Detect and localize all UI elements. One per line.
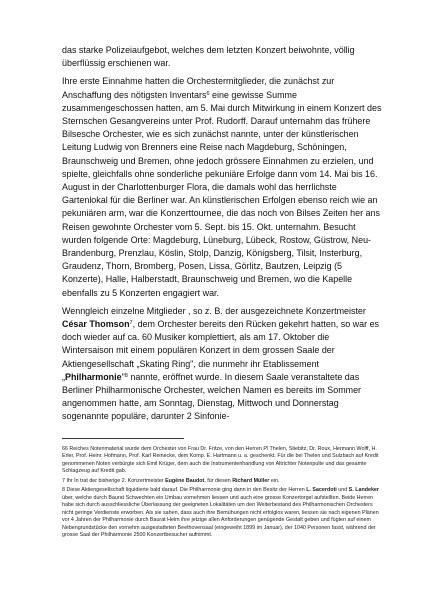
footnote-text: , für diesen: [204, 477, 233, 484]
footnote-text: über, welche durch Baurat Schwechten ein Umbau vornehmen liessen und auch eine grosse Konzertorgel aufstellten. Beide Herren habe sich durch ausschliessliche Überlassung der geeigneten Lokalitäten um den Weiterbestand des Philharmonischen Orchesters nicht geringe Verdienste erworben. Als sie sahen, dass auch ihre Bemühungen nicht erfolglos waren, liessen sie nach eigenen Plänen vor 4 Jahren der Philharmonie durch Baurat Heim ihre jetzige allen Anforderungen genügende Gestalt geben und fügten auf einem Nebengrundstücke den vornehm ausgestatteten Beethovensaal (eingeweiht 1899 im Januar), der 1040 Personen fasst, während der grosse Saal der Philharmonie 2500 Konzertbesucher aufnimmt.: [62, 494, 379, 539]
footnote-bold-text: L. Sacerdoti: [306, 487, 337, 494]
footnote-bold-text: Richard Müller: [232, 477, 270, 484]
paragraph-2-text: eine gewisse Summe zusammengeschossen hatten, am 5. Mai durch Mitwirkung in einem Konzert des Sternschen Gesangvereins unter Prof. Rudorff. Darauf unternahm das frühere Bilsesche Orchester, wie es sich zunächst nannte, unter der künstlerischen Leitung Ludwig von Brenners eine Reise nach Magdeburg, Schöningen, Braunschweig und Bremen, ohne jedoch grössere Einnahmen zu erzielen, und spielte, gleichfalls ohne sonderliche pekuniäre Erfolge dann vom 14. Mai bis 16. August in der Charlottenburger Flora, die damals wohl das herrlichste Gartenlokal für die Berliner war. An künstlerischen Erfolgen ebenso reich wie an pekuniären arm, war die Konzerttournee, die das noch von Bilses Zeiten her ans Reisen gewohnte Orchester vom 5. Sept. bis 15. Okt. unternahm. Besucht wurden folgende Orte: Magdeburg, Lüneburg, Lübeck, Rostow, Güstrow, Neu-Brandenburg, Prenzlau, Köslin, Stolp, Danzig, Königsberg, Tilsit, Insterburg, Graudenz, Thorn, Bromberg, Posen, Lissa, Görlitz, Bautzen, Leipzig (5 Konzerte), Halle, Halberstadt, Braunschweig und Bremen, wo die Kapelle ebenfalls zu 5 Konzerten engagiert war.: [62, 89, 382, 298]
paragraph-2: [62, 75, 383, 299]
footnote-text: und: [336, 487, 349, 494]
paragraph-1: [62, 44, 383, 70]
footnote-bold-text: S. Landeker: [348, 487, 379, 494]
footnote-text: 66 Reiches Notenmaterial wurde dem Orchester von Frau Dr. Fritze, von den Herren Pl Thelen, Stiebitz, Dr. Roux, Hermann Wolff, H. Erler, Prof. Heinr. Hofmann, Prof. Karl Reinecke, dem Komp. E. Hartmann u. a. geschenkt. Für die bei Thelen und Sulzbach auf Kredit genommenen Noten verbürgte sich Emil Krüger, dem auch die Instrumentenhandlung von Altrichter Notenpulte und das gesamte Schlagzeug auf Kredit gab.: [62, 445, 379, 475]
footnote-text: 7 Ihr Ìn trat der bisherige 2. Konzertmeister: [62, 477, 166, 484]
paragraph-3-text: ": [121, 371, 125, 382]
body-text: [62, 44, 383, 424]
footnote-6: [62, 446, 383, 476]
paragraph-1-text: das starke Polizeiaufgebot, welches dem letzten Konzert beiwohnte, völlig überflüssig erschienen war.: [62, 45, 355, 69]
paragraph-3-text: , dem Orchester bereits den Rücken gekehrt hatten, so war es doch wieder auf ca. 60 Musiker komplettiert, als am 17. Oktober die Wintersaison mit einem populären Konzert in dem grossen Saale der Aktiengesellschaft „Skating Ring", die nunmehr ihr Etablissement „: [62, 319, 380, 382]
paragraph-2-text: Ihre erste Einnahme hatten die Orchestermitglieder, die zunächst zur Anschaffung des nötigsten Inventars: [62, 76, 335, 100]
footnote-bold-text: Eugène Baudot: [165, 477, 205, 484]
paragraph-3-bold-text: Philharmonie: [64, 371, 122, 382]
paragraph-2-footnote-ref: 6: [206, 90, 210, 97]
paragraph-3-text: Wenngleich einzelne Mitglieder , so z. B. der ausgezeichnete Konzertmeister: [62, 305, 366, 316]
paragraph-3: [62, 305, 383, 424]
paragraph-3-footnote-ref: 7: [129, 320, 133, 327]
footnote-divider: [62, 438, 184, 439]
paragraph-3-footnote-ref: 8: [124, 372, 128, 379]
footnote-text: 8 Diese Aktiengesellschaft liquidierte bald darauf. Die Philharmonie ging dann in den Besitz der Herren: [62, 487, 307, 494]
paragraph-3-bold-text: César Thomson: [62, 319, 130, 330]
paragraph-3-text: nannte, eröffnet wurde. In diesem Saale veranstaltete das Berliner Philharmonische Orchester, welchen Namen es bereits im Sommer angenommen hatte, am Sonntag, Dienstag, Mittwoch und Donnerstag sogenannte populäre, darunter 2 Sinfonie-: [62, 371, 362, 422]
footnote-7: [62, 478, 383, 486]
footnotes: [62, 446, 383, 540]
footnote-text: ein.: [269, 477, 280, 484]
footnote-8: [62, 487, 383, 540]
